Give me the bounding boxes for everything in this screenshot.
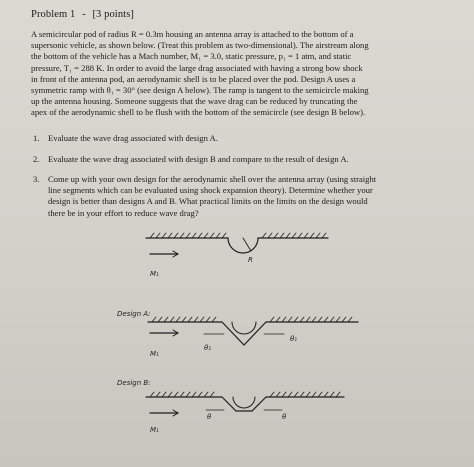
- design-b-figure: [146, 392, 344, 416]
- design-a-figure: [148, 317, 358, 345]
- header-separator: -: [82, 9, 86, 20]
- question-text: there be in your effort to reduce wave drag?: [48, 207, 199, 218]
- question-number: 2.: [33, 154, 40, 164]
- question-number: 3.: [33, 174, 40, 184]
- question-number: 1.: [33, 133, 40, 143]
- base-pod-figure: [146, 233, 328, 257]
- radius-label: R: [248, 256, 253, 264]
- design-b-truncated-ramp: [222, 397, 266, 411]
- design-b-pod: [233, 397, 255, 408]
- radius-line: [243, 238, 251, 251]
- statement-line: apex of the aerodynamic shell to be flush with the bottom of the semicircle (see design B below).: [31, 107, 366, 118]
- problem-points: [3 points]: [92, 9, 134, 20]
- problem-title: Problem 1: [31, 9, 76, 20]
- statement-line: symmetric ramp with θ₁ = 30° (see design A below). The ramp is tangent to the semicircle making: [31, 85, 369, 96]
- theta-label: θ: [207, 413, 212, 421]
- question-text: design is better than designs A and B. What practical limits on the limits on the design would: [48, 196, 368, 207]
- theta-label: θ: [282, 413, 287, 421]
- semicircle-pod: [228, 238, 258, 253]
- theta-label: θ₁: [290, 335, 298, 343]
- theta-label: θ₁: [204, 344, 212, 352]
- design-a-label: Design A:: [117, 310, 151, 318]
- question-text: line segments which can be evaluated using shock expansion theory). Determine whether your: [48, 185, 373, 196]
- question-text: Come up with your own design for the aerodynamic shell over the antenna array (using straight: [48, 174, 377, 184]
- statement-line: supersonic vehicle, as shown below. (Treat this problem as two-dimensional). The airstream along: [31, 40, 369, 51]
- statement-line: the bottom of the vehicle has a Mach number, M₁ = 3.0, static pressure, p₁ = 1 atm, and static: [31, 51, 352, 62]
- statement-line: in front of the antenna pod, an aerodynamic shell is to be placed over the pod. Design A uses a: [31, 73, 356, 84]
- design-a-pod: [232, 322, 256, 334]
- mach-label: M₁: [150, 426, 159, 434]
- mach-label: M₁: [150, 270, 159, 278]
- statement-line: pressure, T₁ = 288 K. In order to avoid the large drag associated with having a strong bow shock: [31, 62, 363, 73]
- question-text: Evaluate the wave drag associated with design B and compare to the result of design A.: [48, 154, 349, 164]
- mach-label: M₁: [150, 350, 159, 358]
- statement-line: up the antenna housing. Someone suggests that the wave drag can be reduced by truncating the: [31, 96, 358, 107]
- question-text: Evaluate the wave drag associated with design A.: [48, 133, 218, 143]
- design-b-label: Design B:: [117, 379, 151, 387]
- statement-line: A semicircular pod of radius R = 0.3m housing an antenna array is attached to the bottom of a: [31, 29, 354, 39]
